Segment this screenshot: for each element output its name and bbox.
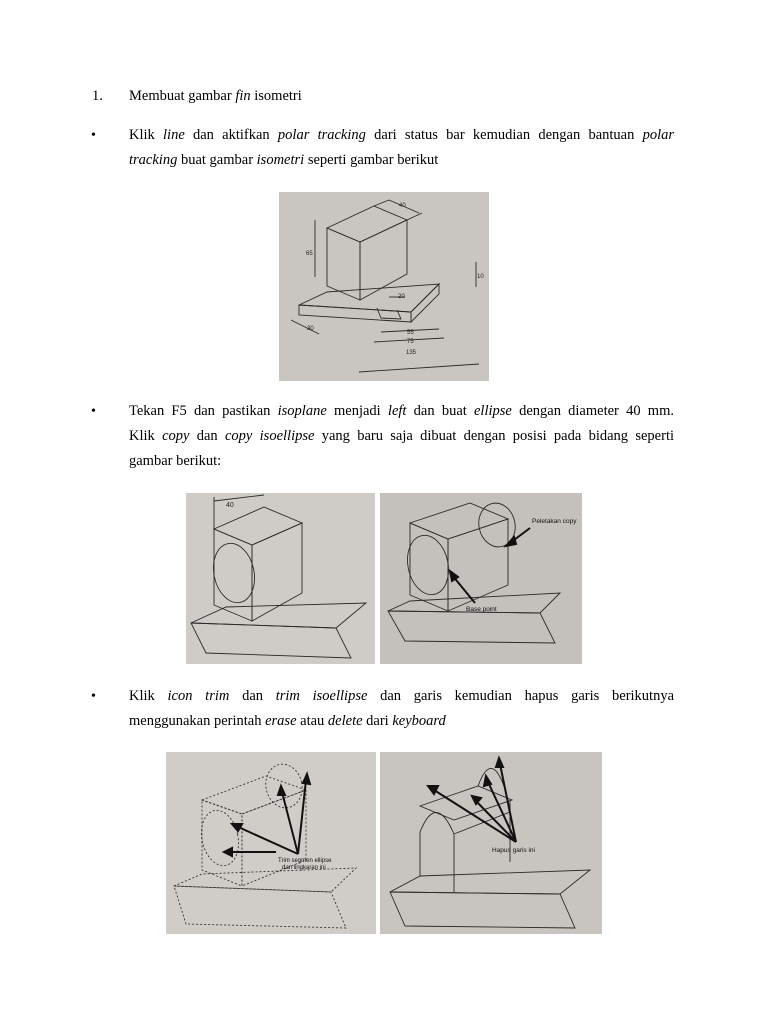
text-run: dan xyxy=(189,428,225,444)
heading-text: Membuat gambar xyxy=(129,88,236,104)
emphasis-text: isoplane xyxy=(277,403,327,419)
text-run: dan garis kemudian hapus garis berikutnya xyxy=(367,688,675,704)
bullet-1: • xyxy=(91,128,96,143)
paragraph-2-line-2 xyxy=(129,424,674,449)
emphasis-text: isometri xyxy=(256,152,305,168)
label-base-point: Base point xyxy=(466,606,497,613)
dim-65: 65 xyxy=(306,251,313,257)
emphasis-text: polar xyxy=(642,127,674,143)
emphasis-text: delete xyxy=(327,713,363,729)
text-run: dan xyxy=(229,688,276,704)
emphasis-text: polar tracking xyxy=(277,127,366,143)
dim-20: 20 xyxy=(398,294,405,300)
paragraph-3-line-1 xyxy=(129,684,674,709)
text-run: dari xyxy=(362,713,393,729)
text-run: menjadi xyxy=(326,403,388,419)
emphasis-text: copy isoellipse xyxy=(224,428,315,444)
emphasis-text: left xyxy=(387,403,407,419)
list-number: 1. xyxy=(92,88,103,104)
figure-copy-position xyxy=(380,493,582,664)
text-run: dan aktifkan xyxy=(184,127,278,143)
isometric-copy-drawing xyxy=(380,493,582,664)
text-run: Klik xyxy=(129,428,163,444)
text-run: dan buat xyxy=(406,403,474,419)
isometric-ellipse-drawing xyxy=(186,493,375,664)
paragraph-1 xyxy=(129,123,674,173)
emphasis-text: icon trim xyxy=(167,688,230,704)
text-run: menggunakan perintah xyxy=(129,713,266,729)
dim-75: 75 xyxy=(407,339,414,345)
dim-55: 55 xyxy=(407,330,414,336)
label-trim-line-2: dan lingkaran ini xyxy=(282,865,326,871)
text-run: Tekan F5 dan pastikan xyxy=(129,403,278,419)
text-run: dari status bar kemudian dengan bantuan xyxy=(365,127,643,143)
bullet-2: • xyxy=(91,404,96,419)
paragraph-3 xyxy=(129,684,674,734)
dim-30: 30 xyxy=(307,326,314,332)
isometric-trim-drawing xyxy=(166,752,376,934)
emphasis-text: copy xyxy=(162,428,190,444)
emphasis-text: line xyxy=(163,127,185,143)
text-run: gambar berikut: xyxy=(129,453,222,469)
section-heading xyxy=(129,88,302,105)
figure-isometric-dimensions xyxy=(279,192,489,381)
paragraph-2-line-1 xyxy=(129,399,674,424)
isometric-erase-drawing xyxy=(380,752,602,934)
text-run: seperti gambar berikut xyxy=(304,152,439,168)
text-run: dengan diameter 40 mm. xyxy=(511,403,674,419)
dim-40: 40 xyxy=(399,203,406,209)
label-hapus-garis: Hapus garis ini xyxy=(492,847,535,854)
label-peletakan-copy: Peletakan copy xyxy=(532,518,577,525)
figure-erase xyxy=(380,752,602,934)
paragraph-2 xyxy=(129,399,674,474)
emphasis-text: trim isoellipse xyxy=(275,688,368,704)
dim-10: 10 xyxy=(477,274,484,280)
figure-ellipse-left xyxy=(186,493,375,664)
paragraph-3-line-2 xyxy=(129,709,674,734)
bullet-3: • xyxy=(91,689,96,704)
paragraph-1-line-1 xyxy=(129,123,674,148)
dim-40-label: 40 xyxy=(226,502,234,509)
emphasis-text: tracking xyxy=(129,152,178,168)
label-trim-line-1: Trim segmen ellipse xyxy=(278,858,332,864)
text-run: Klik xyxy=(129,127,164,143)
paragraph-2-line-3 xyxy=(129,449,674,474)
emphasis-text: keyboard xyxy=(392,713,446,729)
text-run: buat gambar xyxy=(177,152,257,168)
dim-135: 135 xyxy=(406,350,417,356)
text-run: Klik xyxy=(129,688,168,704)
paragraph-1-line-2 xyxy=(129,148,674,173)
text-run: atau xyxy=(296,713,328,729)
figure-trim xyxy=(166,752,376,934)
heading-emphasis: fin xyxy=(235,88,251,104)
emphasis-text: erase xyxy=(265,713,297,729)
isometric-drawing xyxy=(279,192,489,381)
text-run: yang baru saja dibuat dengan posisi pada bidang seperti xyxy=(314,428,674,444)
emphasis-text: ellipse xyxy=(474,403,512,419)
heading-text-end: isometri xyxy=(250,88,302,104)
